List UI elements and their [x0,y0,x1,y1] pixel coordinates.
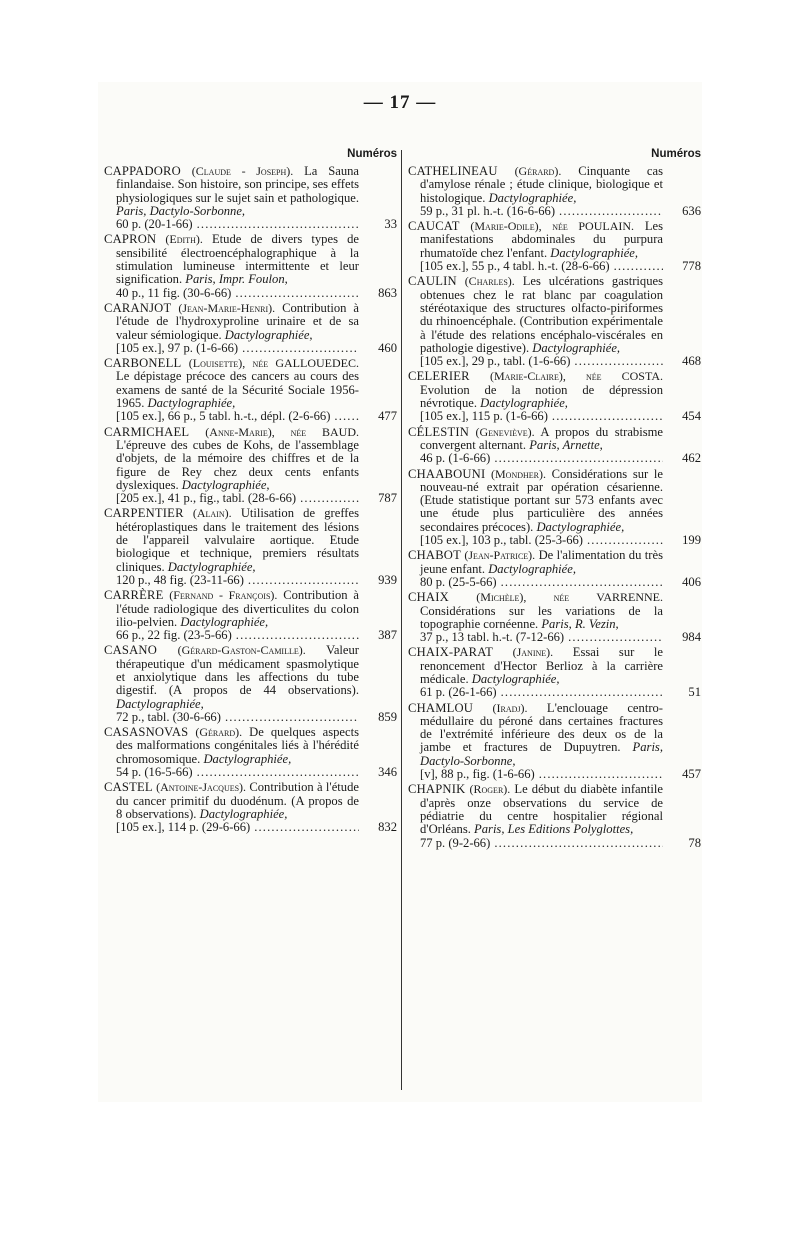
publisher: Paris, Arnette, [529,437,603,452]
pagination-and-date: [205 ex.], 41 p., fig., tabl. (28-6-66) [116,491,297,506]
dot-leader [197,218,359,231]
publisher: Paris, Impr. Foulon, [185,272,288,287]
entry-body [408,165,663,205]
dot-leader [501,686,663,699]
pagination-and-date: 46 p. (1-6-66) [420,451,491,466]
thesis-entry [104,426,397,506]
author-given-names: (Gérard). [514,164,562,178]
thesis-title: Essai sur le renoncement d'Hector Berlioz à la carrière médicale. [420,645,663,686]
author-surname: CHAABOUNI [408,466,486,481]
dot-leader [494,452,663,465]
publisher: Dactylographiée, [167,559,256,574]
author-surname: CASANO [104,643,157,658]
thesis-entry [104,589,397,642]
thesis-title: Le début du diabète infantile d'après onze observations du service de pédiatrie du centre hospitalier régional d'Orléans. [420,782,663,837]
thesis-title: Contribution à l'étude de l'hydroxyproline urinaire et de sa valeur sémiologique. [116,300,359,342]
thesis-title: Contribution à l'étude du cancer primitif du duodénum. (A propos de 8 observations). [116,780,359,821]
author-surname: CATHELINEAU [408,164,498,178]
author-surname: CARANJOT [104,300,172,315]
pagination-and-date: 54 p. (16-5-66) [116,765,193,780]
pagination-and-date: [105 ex.], 29 p., tabl. (1-6-66) [420,354,571,369]
page-number: — 17 — [363,92,437,113]
dot-leader [300,492,359,505]
dot-leader [614,260,663,273]
author-surname: CAUCAT [408,219,460,234]
pagination-and-date: [105 ex.], 66 p., 5 tabl. h.-t., dépl. (2-6-66) [116,409,331,424]
publisher: Dactylographiée, [550,245,639,260]
author-given-names: (Antoine-Jacques). [156,780,247,795]
thesis-title: De quelques aspects des malformations congénitales liés à l'hérédité chromosomique. [116,725,359,766]
publisher: Dactylographiée, [536,519,625,534]
pagination-and-date: 120 p., 48 fig. (23-11-66) [116,572,244,587]
thesis-entry [408,591,701,644]
pagination-and-date: 60 p. (20-1-66) [116,217,193,232]
author-surname: CHABOT [408,548,461,563]
entry-body [408,468,663,534]
entry-number: 460 [378,340,397,355]
author-given-names: (Jean-Marie-Henri). [178,300,276,315]
dot-leader [559,205,663,218]
dot-leader [552,410,663,423]
publisher: Paris, Dactylo-Sorbonne, [420,740,663,768]
dot-leader [574,355,663,368]
thesis-entry [408,275,701,368]
thesis-entry [408,468,701,548]
dot-leader [248,574,359,587]
publisher: Dactylographiée, [181,477,270,492]
dot-leader [494,837,663,850]
entry-body [408,426,663,453]
publisher: Dactylographiée, [147,396,236,411]
column-header-numeros: Numéros [347,148,397,160]
author-surname: CHAIX [408,590,449,605]
author-given-names: (Alain). [192,506,232,521]
publisher: Paris, Dactylo-Sorbonne, [116,203,246,218]
author-surname: CAULIN [408,274,457,289]
thesis-title: Considérations sur les variations de la topographie cornéenne. [420,603,663,631]
entry-details-line [408,452,701,465]
dot-leader [334,410,359,423]
entry-number: 33 [384,217,397,232]
entry-details-line [104,711,397,724]
entry-number: 832 [378,820,397,835]
entry-details-line [104,218,397,231]
thesis-entry [104,233,397,299]
thesis-title: Contribution à l'étude radiologique des diverticulites du colon ilio-pelvien. [116,588,359,629]
dot-leader [539,768,663,781]
thesis-entry [408,165,701,218]
thesis-entry [104,726,397,779]
entry-number: 454 [682,409,701,424]
entry-details-line [104,410,397,423]
entry-body [408,783,663,836]
entry-number: 636 [682,203,701,218]
pagination-and-date: [105 ex.], 103 p., tabl. (25-3-66) [420,533,583,548]
pagination-and-date: 72 p., tabl. (30-6-66) [116,709,221,724]
author-surname: CASTEL [104,780,153,795]
thesis-title: Le dépistage précoce des cancers au cours des examens de santé de la Sécurité Sociale 1956-1965. [116,369,359,411]
entry-body [104,507,359,573]
pagination-and-date: [105 ex.], 55 p., 4 tabl. h.-t. (28-6-66) [420,259,610,274]
author-given-names: (Mondher). [491,466,547,481]
thesis-title: Etude de divers types de sensibilité électroencéphalographique à la stimulation lumineuse intermittente et leur signification. [116,232,359,287]
entry-details-line [408,768,701,781]
entry-number: 462 [682,451,701,466]
author-surname: CARRÈRE [104,588,164,603]
entry-details-line [408,686,701,699]
author-surname: CHAMLOU [408,700,474,715]
publisher: Paris, Les Editions Polyglottes, [474,822,634,837]
entry-number: 457 [682,767,701,782]
author-surname: CARBONELL [104,356,182,371]
thesis-title: Les ulcérations gastriques obtenues chez le rat blanc par coagulation stéréotaxique des structures olfacto-piriformes du rhinoencéphale. (Contribution expérimentale à l'étude des relations encéphalo-viscérales en pathologie digestive). [420,274,663,355]
pagination-and-date: 59 p., 31 pl. h.-t. (16-6-66) [420,203,556,218]
publisher: Dactylographiée, [488,561,576,576]
thesis-entry [104,781,397,834]
entry-number: 863 [378,285,397,300]
thesis-entry [408,370,701,423]
entry-body [104,644,359,710]
author-given-names: (Louisette), née GALLOUEDEC. [188,356,359,371]
entry-details-line [104,821,397,834]
author-given-names: (Gérard). [195,725,243,740]
thesis-title: De l'alimentation du très jeune enfant. [420,548,663,576]
entry-body [408,370,663,410]
right-column [408,143,701,852]
pagination-and-date: [105 ex.], 97 p. (1-6-66) [116,340,239,355]
pagination-and-date: [105 ex.], 115 p. (1-6-66) [420,409,548,424]
publisher: Dactylographiée, [180,614,269,629]
thesis-title: Considérations sur le nouveau-né extrait par opération césarienne. (Etude statistique portant sur 573 enfants avec une étude plus particulière des années secondaires précoces). [420,466,663,534]
pagination-and-date: [v], 88 p., fig. (1-6-66) [420,767,535,782]
dot-leader [242,342,359,355]
author-given-names: (Geneviève). [475,424,535,439]
author-given-names: (Marie-Odile), née POULAIN. [470,219,635,234]
pagination-and-date: [105 ex.], 114 p. (29-6-66) [116,820,251,835]
thesis-entry [408,220,701,273]
entry-details-line [408,410,701,423]
entry-details-line [104,287,397,300]
pagination-and-date: 40 p., 11 fig. (30-6-66) [116,285,232,300]
author-given-names: (Charles). [464,274,515,289]
author-surname: CARMICHAEL [104,424,190,439]
thesis-entry [104,507,397,587]
author-given-names: (Janine). [512,645,554,660]
thesis-entry [104,644,397,724]
author-surname: CAPRON [104,232,157,247]
entry-body [104,302,359,342]
entry-details-line [408,260,701,273]
author-given-names: (Gérard-Gaston-Camille). [177,643,306,658]
thesis-title: Utilisation de greffes hétéroplastiques dans le traitement des lésions de l'appareil valvulaire aortique. Etude biologique et technique, premiers résultats cliniques. [116,506,359,574]
publisher: Dactylographiée, [488,190,577,205]
entry-body [104,233,359,286]
publisher: Paris, R. Vezin, [541,616,619,631]
publisher: Dactylographiée, [480,396,568,411]
author-given-names: (Claude - Joseph). [191,164,294,178]
thesis-entry [104,357,397,423]
entry-details-line [104,766,397,779]
entry-body [104,426,359,492]
author-surname: CHAPNIK [408,782,466,797]
entry-details-line [408,205,701,218]
entry-number: 387 [378,628,397,643]
dot-leader [236,629,359,642]
entry-body [408,220,663,260]
dot-leader [197,766,359,779]
left-column [104,143,397,837]
publisher: Dactylographiée, [199,806,288,821]
publisher: Dactylographiée, [203,751,292,766]
thesis-entry [408,426,701,466]
pagination-and-date: 77 p. (9-2-66) [420,835,491,850]
dot-leader [587,534,663,547]
entry-body [104,781,359,821]
entry-details-line [408,534,701,547]
entry-body [408,275,663,355]
entry-number: 778 [682,259,701,274]
entry-body [104,589,359,629]
entry-number: 477 [378,409,397,424]
dot-leader [235,287,359,300]
pagination-and-date: 61 p. (26-1-66) [420,685,497,700]
entry-body [408,702,663,768]
thesis-title: Les manifestations abdominales du purpura rhumatoïde chez l'enfant. [420,219,664,260]
author-given-names: (Anne-Marie), née BAUD. [205,424,359,439]
entry-number: 468 [682,354,701,369]
entry-body [104,726,359,766]
entry-body [408,549,663,576]
entry-details-line [104,629,397,642]
thesis-title: Evolution de la notion de dépression névrotique. [420,382,663,411]
entry-body [408,646,663,686]
pagination-and-date: 80 p. (25-5-66) [420,574,497,589]
entry-number: 78 [688,835,701,850]
entry-body [104,165,359,218]
entry-details-line [104,342,397,355]
thesis-title: La Sauna finlandaise. Son histoire, son principe, ses effets physiologiques sur le sujet sain et pathologique. [116,164,360,205]
thesis-entry [104,165,397,231]
publisher: Dactylographiée, [532,340,621,355]
entry-details-line [104,492,397,505]
pagination-and-date: 37 p., 13 tabl. h.-t. (7-12-66) [420,630,565,645]
thesis-title: A propos du strabisme convergent alternant. [420,424,663,452]
entry-body [104,357,359,410]
entry-number: 787 [378,491,397,506]
dot-leader [254,821,359,834]
author-given-names: (Michèle), née VARRENNE. [476,590,664,605]
entry-number: 199 [682,533,701,548]
author-surname: CAPPADORO [104,164,181,178]
entry-number: 51 [688,685,701,700]
thesis-title: L'épreuve des cubes de Kohs, de l'assemblage d'objets, de la mémoire des chiffres et de la figure de Rey chez deux cents enfants dyslexiques. [116,437,359,492]
entry-number: 859 [378,709,397,724]
author-given-names: (Fernand - François). [169,588,278,603]
author-given-names: (Iradj). [492,700,528,715]
entry-body [408,591,663,631]
author-surname: CHAIX-PARAT [408,645,494,660]
author-given-names: (Marie-Claire), née COSTA. [490,369,663,384]
author-given-names: (Roger). [469,782,511,797]
dot-leader [225,711,359,724]
thesis-entry [104,302,397,355]
thesis-title: L'enclouage centro-médullaire du péroné dans certaines fractures de l'extrémité inférieure des deux os de la jambe et fractures de Dupuytren. [420,700,663,755]
entry-number: 984 [682,630,701,645]
publisher: Dactylographiée, [471,671,560,686]
dot-leader [501,576,663,589]
thesis-entry [408,783,701,849]
entry-details-line [408,576,701,589]
publisher: Dactylographiée, [116,696,204,711]
entry-number: 406 [682,574,701,589]
publisher: Dactylographiée, [224,327,313,342]
author-given-names: (Jean-Patrice). [464,548,536,563]
author-surname: CÉLESTIN [408,424,470,439]
author-surname: CELERIER [408,369,470,384]
column-header-numeros: Numéros [651,148,701,160]
thesis-title: Cinquante cas d'amylose rénale ; étude clinique, biologique et histologique. [420,164,663,205]
author-surname: CARPENTIER [104,506,184,521]
author-surname: CASASNOVAS [104,725,189,740]
column-divider [401,150,402,1090]
dot-leader [568,631,663,644]
author-given-names: (Edith). [165,232,203,247]
entry-details-line [408,355,701,368]
pagination-and-date: 66 p., 22 fig. (23-5-66) [116,628,232,643]
entry-details-line [104,574,397,587]
entry-details-line [408,631,701,644]
thesis-entry [408,702,701,782]
entry-details-line [408,837,701,850]
entry-number: 346 [378,765,397,780]
thesis-entry [408,646,701,699]
thesis-title: Valeur thérapeutique d'un médicament spasmolytique et anxiolytique dans les affections du tube digestif. (A propos de 44 observations). [116,643,359,698]
entry-number: 939 [378,572,397,587]
thesis-entry [408,549,701,589]
